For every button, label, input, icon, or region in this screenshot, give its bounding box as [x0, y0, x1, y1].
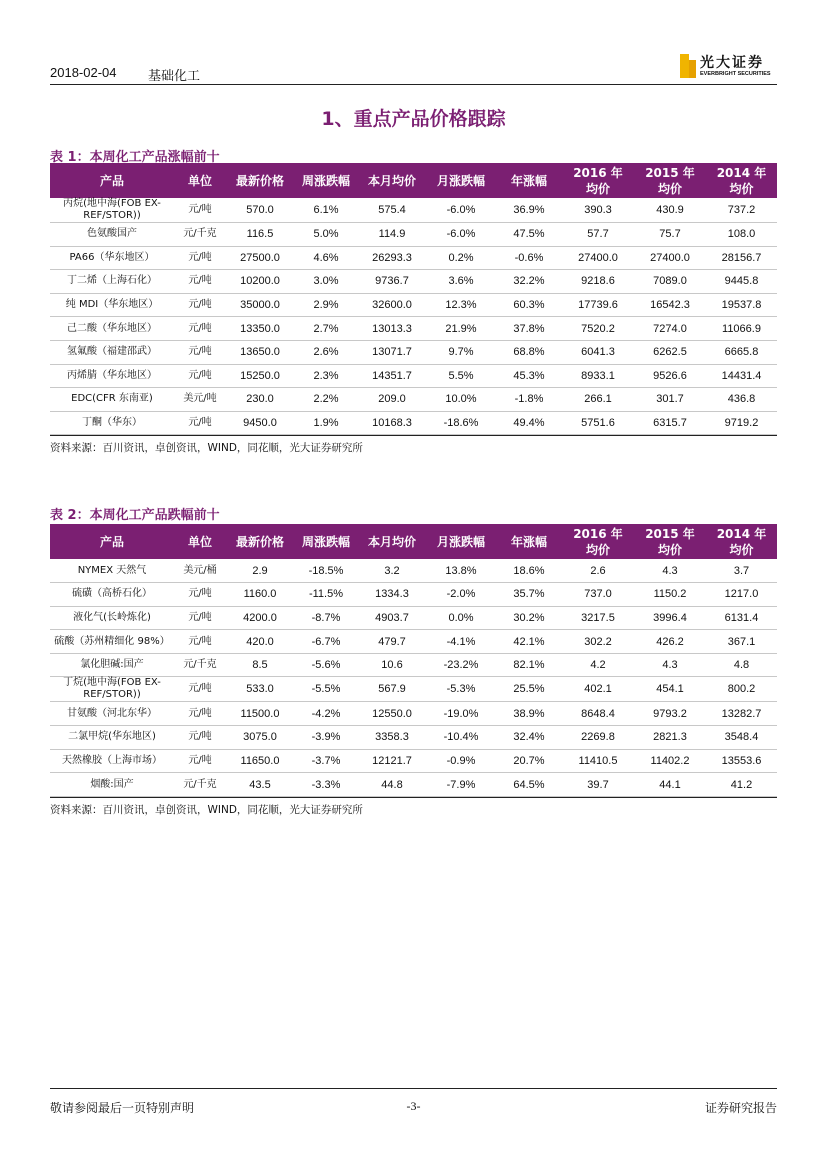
column-header: 年涨幅	[510, 534, 547, 549]
unit-cell: 元/吨	[174, 702, 226, 726]
column-header: 周涨跌幅	[301, 173, 350, 188]
table-row	[50, 773, 777, 797]
value-cell: 20.7%	[496, 749, 562, 773]
value-cell: 209.0	[358, 388, 426, 412]
unit-cell: 元/吨	[174, 583, 226, 607]
value-cell: 35.7%	[496, 583, 562, 607]
value-cell: 6262.5	[634, 340, 706, 364]
value-cell: -4.2%	[294, 702, 358, 726]
value-cell: 3.6%	[426, 270, 496, 294]
value-cell: 3.7	[706, 559, 777, 583]
column-header: 最新价格	[235, 173, 284, 188]
value-cell: 27500.0	[226, 246, 294, 270]
value-cell: 5.0%	[294, 223, 358, 247]
unit-cell: 元/吨	[174, 198, 226, 223]
product-cell: 氢氟酸（福建邵武）	[50, 340, 174, 364]
value-cell: 36.9%	[496, 198, 562, 223]
product-cell: 丁二烯（上海石化）	[50, 270, 174, 294]
value-cell: 64.5%	[496, 773, 562, 797]
value-cell: -6.0%	[426, 198, 496, 223]
value-cell: 5751.6	[562, 411, 634, 435]
value-cell: 10168.3	[358, 411, 426, 435]
table-row	[50, 340, 777, 364]
table1-body	[50, 198, 777, 435]
value-cell: 9793.2	[634, 702, 706, 726]
value-cell: 8648.4	[562, 702, 634, 726]
product-cell: 丙烯腈（华东地区）	[50, 364, 174, 388]
value-cell: 18.6%	[496, 559, 562, 583]
value-cell: 12550.0	[358, 702, 426, 726]
column-header: 2016 年 均价	[573, 165, 623, 196]
table-row	[50, 293, 777, 317]
table-row	[50, 388, 777, 412]
value-cell: 8933.1	[562, 364, 634, 388]
table2	[50, 524, 777, 815]
value-cell: -3.9%	[294, 726, 358, 750]
value-cell: 12121.7	[358, 749, 426, 773]
value-cell: 13350.0	[226, 317, 294, 341]
product-cell: 色氨酸国产	[50, 223, 174, 247]
value-cell: 13282.7	[706, 702, 777, 726]
logo-icon	[680, 54, 696, 78]
value-cell: 11410.5	[562, 749, 634, 773]
table1-header	[50, 163, 777, 198]
value-cell: -11.5%	[294, 583, 358, 607]
value-cell: 19537.8	[706, 293, 777, 317]
value-cell: 0.0%	[426, 606, 496, 630]
value-cell: 26293.3	[358, 246, 426, 270]
value-cell: 4.2	[562, 653, 634, 677]
table1	[50, 163, 777, 453]
column-header: 月涨跌幅	[436, 534, 485, 549]
value-cell: 44.1	[634, 773, 706, 797]
value-cell: 116.5	[226, 223, 294, 247]
value-cell: 47.5%	[496, 223, 562, 247]
product-cell: EDC(CFR 东南亚)	[50, 388, 174, 412]
product-cell: 丙烷(地中海(FOB EX-REF/STOR))	[50, 198, 174, 223]
value-cell: 1217.0	[706, 583, 777, 607]
value-cell: 42.1%	[496, 630, 562, 654]
table2-header	[50, 524, 777, 559]
table-row	[50, 317, 777, 341]
value-cell: 0.2%	[426, 246, 496, 270]
value-cell: 4200.0	[226, 606, 294, 630]
unit-cell: 元/吨	[174, 246, 226, 270]
value-cell: 108.0	[706, 223, 777, 247]
value-cell: 570.0	[226, 198, 294, 223]
table-row	[50, 411, 777, 435]
unit-cell: 美元/桶	[174, 559, 226, 583]
value-cell: 454.1	[634, 677, 706, 702]
column-header: 2014 年 均价	[716, 526, 767, 557]
value-cell: 41.2	[706, 773, 777, 797]
value-cell: 9736.7	[358, 270, 426, 294]
value-cell: 4.3	[634, 653, 706, 677]
table-row	[50, 606, 777, 630]
value-cell: 737.0	[562, 583, 634, 607]
value-cell: 39.7	[562, 773, 634, 797]
table-row	[50, 749, 777, 773]
table-row	[50, 198, 777, 223]
value-cell: -6.0%	[426, 223, 496, 247]
value-cell: 3075.0	[226, 726, 294, 750]
value-cell: -18.5%	[294, 559, 358, 583]
value-cell: 4.8	[706, 653, 777, 677]
value-cell: 45.3%	[496, 364, 562, 388]
value-cell: 3358.3	[358, 726, 426, 750]
value-cell: 30.2%	[496, 606, 562, 630]
value-cell: 6131.4	[706, 606, 777, 630]
unit-cell: 元/吨	[174, 270, 226, 294]
value-cell: 10.0%	[426, 388, 496, 412]
value-cell: 37.8%	[496, 317, 562, 341]
column-header: 年涨幅	[510, 173, 547, 188]
column-header: 单位	[187, 173, 212, 188]
value-cell: 9445.8	[706, 270, 777, 294]
table1-grid	[50, 163, 777, 435]
value-cell: -10.4%	[426, 726, 496, 750]
value-cell: 2.9	[226, 559, 294, 583]
value-cell: 2.6	[562, 559, 634, 583]
value-cell: 5.5%	[426, 364, 496, 388]
value-cell: 420.0	[226, 630, 294, 654]
value-cell: 12.3%	[426, 293, 496, 317]
product-cell: 丁烷(地中海(FOB EX-REF/STOR))	[50, 677, 174, 702]
value-cell: 6041.3	[562, 340, 634, 364]
value-cell: 301.7	[634, 388, 706, 412]
value-cell: -5.5%	[294, 677, 358, 702]
value-cell: 21.9%	[426, 317, 496, 341]
value-cell: 533.0	[226, 677, 294, 702]
value-cell: 1334.3	[358, 583, 426, 607]
unit-cell: 元/吨	[174, 606, 226, 630]
product-cell: 纯 MDI（华东地区）	[50, 293, 174, 317]
report-date: 2018-02-04	[50, 65, 117, 80]
page-number: -3-	[406, 1099, 421, 1113]
value-cell: 390.3	[562, 198, 634, 223]
value-cell: 426.2	[634, 630, 706, 654]
value-cell: 13.8%	[426, 559, 496, 583]
table-row	[50, 559, 777, 583]
logo-text-cn: 光大证券	[700, 55, 764, 71]
product-cell: 己二酸（华东地区）	[50, 317, 174, 341]
product-cell: 硫酸（苏州精细化 98%）	[50, 630, 174, 654]
value-cell: -0.6%	[496, 246, 562, 270]
value-cell: 27400.0	[634, 246, 706, 270]
value-cell: 2.6%	[294, 340, 358, 364]
value-cell: 302.2	[562, 630, 634, 654]
page-header	[50, 50, 777, 85]
table1-source: 资料来源：百川资讯，卓创资讯，WIND，同花顺，光大证券研究所	[50, 435, 777, 453]
page-footer	[50, 1088, 777, 1118]
value-cell: 11650.0	[226, 749, 294, 773]
product-cell: 液化气(长岭炼化)	[50, 606, 174, 630]
value-cell: 7089.0	[634, 270, 706, 294]
table-row	[50, 364, 777, 388]
column-header: 周涨跌幅	[301, 534, 350, 549]
column-header: 本月均价	[367, 173, 416, 188]
unit-cell: 元/吨	[174, 293, 226, 317]
value-cell: 4903.7	[358, 606, 426, 630]
section-title: 1、重点产品价格跟踪	[321, 108, 506, 130]
value-cell: -3.7%	[294, 749, 358, 773]
table2-caption: 表 2：本周化工产品跌幅前十	[50, 508, 220, 523]
unit-cell: 元/吨	[174, 340, 226, 364]
value-cell: 9719.2	[706, 411, 777, 435]
value-cell: 6315.7	[634, 411, 706, 435]
unit-cell: 元/千克	[174, 773, 226, 797]
value-cell: 14351.7	[358, 364, 426, 388]
value-cell: -5.6%	[294, 653, 358, 677]
value-cell: 3996.4	[634, 606, 706, 630]
table-row	[50, 223, 777, 247]
value-cell: 8.5	[226, 653, 294, 677]
table2-grid	[50, 524, 777, 797]
value-cell: 35000.0	[226, 293, 294, 317]
value-cell: 2.3%	[294, 364, 358, 388]
value-cell: -5.3%	[426, 677, 496, 702]
value-cell: 57.7	[562, 223, 634, 247]
value-cell: 4.6%	[294, 246, 358, 270]
unit-cell: 元/千克	[174, 653, 226, 677]
value-cell: 2.7%	[294, 317, 358, 341]
value-cell: 436.8	[706, 388, 777, 412]
column-header: 2014 年 均价	[716, 165, 767, 196]
value-cell: 402.1	[562, 677, 634, 702]
value-cell: -23.2%	[426, 653, 496, 677]
value-cell: 16542.3	[634, 293, 706, 317]
unit-cell: 美元/吨	[174, 388, 226, 412]
table2-source: 资料来源：百川资讯，卓创资讯，WIND，同花顺，光大证券研究所	[50, 797, 777, 815]
company-logo	[680, 52, 775, 80]
report-sector: 基础化工	[148, 69, 201, 84]
value-cell: 9.7%	[426, 340, 496, 364]
column-header: 最新价格	[235, 534, 284, 549]
table-row	[50, 583, 777, 607]
value-cell: 1150.2	[634, 583, 706, 607]
value-cell: 9218.6	[562, 270, 634, 294]
value-cell: 11500.0	[226, 702, 294, 726]
table-row	[50, 702, 777, 726]
unit-cell: 元/吨	[174, 677, 226, 702]
value-cell: 3.2	[358, 559, 426, 583]
product-cell: 二氯甲烷(华东地区)	[50, 726, 174, 750]
product-cell: 天然橡胶（上海市场）	[50, 749, 174, 773]
product-cell: PA66（华东地区）	[50, 246, 174, 270]
value-cell: 15250.0	[226, 364, 294, 388]
column-header: 产品	[99, 534, 124, 549]
value-cell: 479.7	[358, 630, 426, 654]
value-cell: -19.0%	[426, 702, 496, 726]
value-cell: -7.9%	[426, 773, 496, 797]
value-cell: 13650.0	[226, 340, 294, 364]
value-cell: 14431.4	[706, 364, 777, 388]
table-row	[50, 246, 777, 270]
column-header: 本月均价	[367, 534, 416, 549]
column-header: 2015 年 均价	[645, 165, 695, 196]
value-cell: 32600.0	[358, 293, 426, 317]
unit-cell: 元/吨	[174, 411, 226, 435]
value-cell: 11402.2	[634, 749, 706, 773]
value-cell: 9526.6	[634, 364, 706, 388]
value-cell: 4.3	[634, 559, 706, 583]
value-cell: 68.8%	[496, 340, 562, 364]
table-row	[50, 726, 777, 750]
value-cell: 49.4%	[496, 411, 562, 435]
value-cell: 44.8	[358, 773, 426, 797]
disclaimer-note: 敬请参阅最后一页特别声明	[50, 1101, 195, 1115]
unit-cell: 元/吨	[174, 364, 226, 388]
value-cell: 367.1	[706, 630, 777, 654]
value-cell: 114.9	[358, 223, 426, 247]
unit-cell: 元/吨	[174, 630, 226, 654]
product-cell: 氯化胆碱:国产	[50, 653, 174, 677]
value-cell: 737.2	[706, 198, 777, 223]
value-cell: 10.6	[358, 653, 426, 677]
value-cell: 3.0%	[294, 270, 358, 294]
value-cell: 11066.9	[706, 317, 777, 341]
value-cell: -6.7%	[294, 630, 358, 654]
value-cell: 230.0	[226, 388, 294, 412]
value-cell: 3548.4	[706, 726, 777, 750]
value-cell: 7520.2	[562, 317, 634, 341]
product-cell: 甘氨酸（河北东华）	[50, 702, 174, 726]
value-cell: 2821.3	[634, 726, 706, 750]
value-cell: 1.9%	[294, 411, 358, 435]
value-cell: -3.3%	[294, 773, 358, 797]
value-cell: 13553.6	[706, 749, 777, 773]
value-cell: 27400.0	[562, 246, 634, 270]
value-cell: 2269.8	[562, 726, 634, 750]
value-cell: 2.9%	[294, 293, 358, 317]
value-cell: 2.2%	[294, 388, 358, 412]
table-row	[50, 653, 777, 677]
value-cell: 32.2%	[496, 270, 562, 294]
unit-cell: 元/吨	[174, 749, 226, 773]
value-cell: 43.5	[226, 773, 294, 797]
value-cell: 6.1%	[294, 198, 358, 223]
table-row	[50, 630, 777, 654]
value-cell: 75.7	[634, 223, 706, 247]
unit-cell: 元/吨	[174, 726, 226, 750]
column-header: 2015 年 均价	[645, 526, 695, 557]
value-cell: 17739.6	[562, 293, 634, 317]
table-row	[50, 270, 777, 294]
value-cell: -18.6%	[426, 411, 496, 435]
value-cell: 38.9%	[496, 702, 562, 726]
value-cell: 266.1	[562, 388, 634, 412]
value-cell: 567.9	[358, 677, 426, 702]
value-cell: 6665.8	[706, 340, 777, 364]
value-cell: 13071.7	[358, 340, 426, 364]
value-cell: 82.1%	[496, 653, 562, 677]
value-cell: 60.3%	[496, 293, 562, 317]
value-cell: -2.0%	[426, 583, 496, 607]
product-cell: 硫磺（高桥石化）	[50, 583, 174, 607]
column-header: 单位	[187, 534, 212, 549]
value-cell: -4.1%	[426, 630, 496, 654]
value-cell: 32.4%	[496, 726, 562, 750]
value-cell: 575.4	[358, 198, 426, 223]
value-cell: 1160.0	[226, 583, 294, 607]
table-row	[50, 677, 777, 702]
value-cell: -1.8%	[496, 388, 562, 412]
value-cell: 3217.5	[562, 606, 634, 630]
value-cell: 7274.0	[634, 317, 706, 341]
value-cell: 13013.3	[358, 317, 426, 341]
table1-caption: 表 1：本周化工产品涨幅前十	[50, 150, 220, 165]
report-type: 证券研究报告	[704, 1101, 777, 1115]
unit-cell: 元/千克	[174, 223, 226, 247]
table2-body	[50, 559, 777, 796]
product-cell: NYMEX 天然气	[50, 559, 174, 583]
logo-text-en: EVERBRIGHT SECURITIES	[700, 71, 771, 77]
column-header: 月涨跌幅	[436, 173, 485, 188]
value-cell: 430.9	[634, 198, 706, 223]
column-header: 2016 年 均价	[573, 526, 623, 557]
product-cell: 烟酸:国产	[50, 773, 174, 797]
value-cell: 800.2	[706, 677, 777, 702]
value-cell: 28156.7	[706, 246, 777, 270]
value-cell: 9450.0	[226, 411, 294, 435]
value-cell: 25.5%	[496, 677, 562, 702]
value-cell: -8.7%	[294, 606, 358, 630]
column-header: 产品	[99, 173, 124, 188]
unit-cell: 元/吨	[174, 317, 226, 341]
product-cell: 丁酮（华东）	[50, 411, 174, 435]
value-cell: -0.9%	[426, 749, 496, 773]
value-cell: 10200.0	[226, 270, 294, 294]
